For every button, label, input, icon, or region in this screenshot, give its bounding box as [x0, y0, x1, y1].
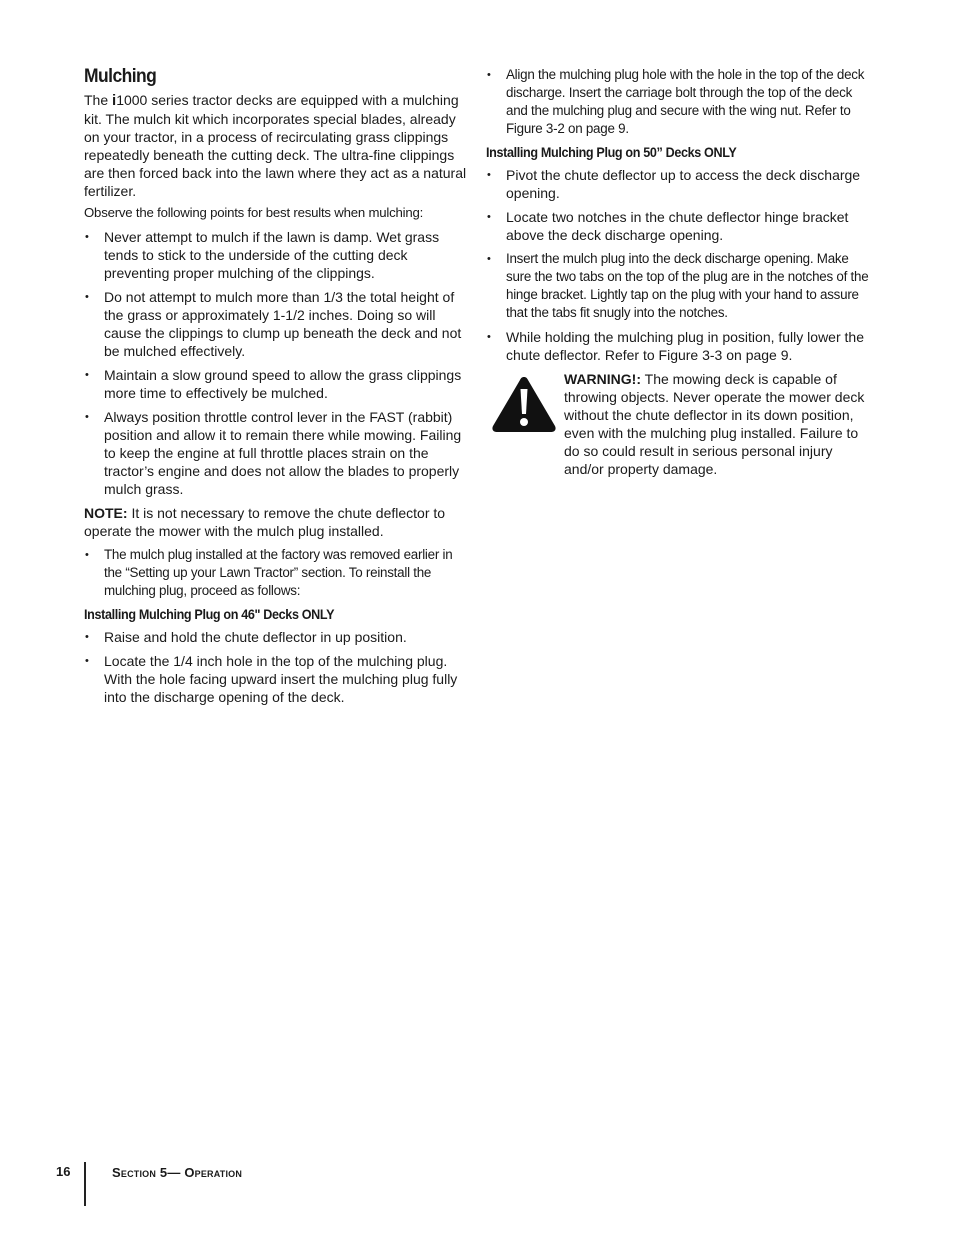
- bullet-icon: •: [85, 411, 89, 423]
- bullet-icon: •: [85, 549, 89, 561]
- list-item: • Locate the 1/4 inch hole in the top of the mulching plug. With the hole facing upward insert the mulching plug fully into the discharge opening of the deck.: [85, 653, 458, 705]
- right-column: [486, 66, 872, 478]
- page-footer: [56, 1162, 242, 1208]
- bullet-icon: •: [85, 655, 89, 667]
- warning-block: [486, 370, 872, 478]
- heading-50-decks: Installing Mulching Plug on 50” Decks ONLY: [486, 144, 737, 160]
- list-item: • Insert the mulch plug into the deck discharge opening. Make sure the two tabs on the top of the plug are in the notches of the hinge bracket. Lightly tap on the plug with your hand to assure that the tabs fit snugly into the notches.: [487, 251, 869, 320]
- list-item: • The mulch plug installed at the factory was removed earlier in the “Setting up your Lawn Tractor” section. To reinstall the mulching plug, proceed as follows:: [85, 547, 453, 598]
- section-title: Mulching: [84, 66, 157, 87]
- list-item: • Raise and hold the chute deflector in up position.: [85, 629, 407, 645]
- footer-section-name: Section 5— Operation: [112, 1165, 243, 1180]
- bullet-icon: •: [487, 331, 491, 343]
- list-item: • Align the mulching plug hole with the hole in the top of the deck discharge. Insert the carriage bolt through the top of the deck and the mulching plug and secure with the wing nut. Refer to Figure 3-2 on page 9.: [487, 67, 865, 136]
- list-item: • Do not attempt to mulch more than 1/3 the total height of the grass or approximately 1-1/2 inches. Doing so will cause the clippings to clump up beneath the deck and not be mulched effectively.: [85, 289, 462, 359]
- bullet-icon: •: [85, 231, 89, 243]
- steps-50-list: [486, 166, 872, 364]
- list-item: • Maintain a slow ground speed to allow the grass clippings more time to effectively be mulched.: [85, 367, 462, 401]
- bullet-icon: •: [85, 291, 89, 303]
- note-paragraph: NOTE: It is not necessary to remove the chute deflector to operate the mower with the mulch plug installed.: [84, 505, 446, 539]
- mulching-tips-list: [84, 228, 468, 498]
- bullet-icon: •: [85, 631, 89, 643]
- bullet-icon: •: [487, 69, 491, 81]
- bullet-icon: •: [85, 369, 89, 381]
- footer-divider: [84, 1162, 86, 1206]
- bullet-icon: •: [487, 169, 491, 181]
- steps-46-list: [84, 628, 468, 706]
- heading-46-decks: Installing Mulching Plug on 46" Decks ONLY: [84, 606, 335, 622]
- left-column: [84, 66, 468, 712]
- observe-text: Observe the following points for best results when mulching:: [84, 205, 424, 220]
- list-item: • Locate two notches in the chute deflector hinge bracket above the deck discharge opening.: [487, 209, 849, 243]
- factory-note-list: [84, 546, 468, 600]
- list-item: • While holding the mulching plug in position, fully lower the chute deflector. Refer to Figure 3-3 on page 9.: [487, 329, 864, 363]
- brand-logo: i: [112, 92, 117, 109]
- list-item: • Pivot the chute deflector up to access the deck discharge opening.: [487, 167, 861, 201]
- list-item: • Never attempt to mulch if the lawn is damp. Wet grass tends to stick to the underside of the cutting deck preventing proper mulching of the clippings.: [85, 229, 440, 281]
- warning-text: WARNING!: The mowing deck is capable of throwing objects. Never operate the mower deck without the chute deflector in its down position, even with the mulching plug installed. Failure to do so could result in serious personal injury and/or property damage.: [564, 371, 865, 477]
- intro-paragraph: The i1000 series tractor decks are equipped with a mulching kit. The mulch kit which incorporates special blades, already on your tractor, in a process of recirculating grass clippings repeatedly beneath the cutting deck. The ultra-fine clippings are then forced back into the lawn where they act as a natural fertilizer.: [84, 92, 467, 199]
- bullet-icon: •: [487, 211, 491, 223]
- bullet-icon: •: [487, 253, 491, 265]
- steps-46-continued: [486, 66, 872, 138]
- warning-triangle-icon: [490, 374, 558, 434]
- page-number: 16: [56, 1164, 71, 1179]
- list-item: • Always position throttle control lever in the FAST (rabbit) position and allow it to remain there while mowing. Failing to keep the engine at full throttle places strain on the tractor’s engine and does not allow the blades to properly mulch grass.: [85, 409, 462, 497]
